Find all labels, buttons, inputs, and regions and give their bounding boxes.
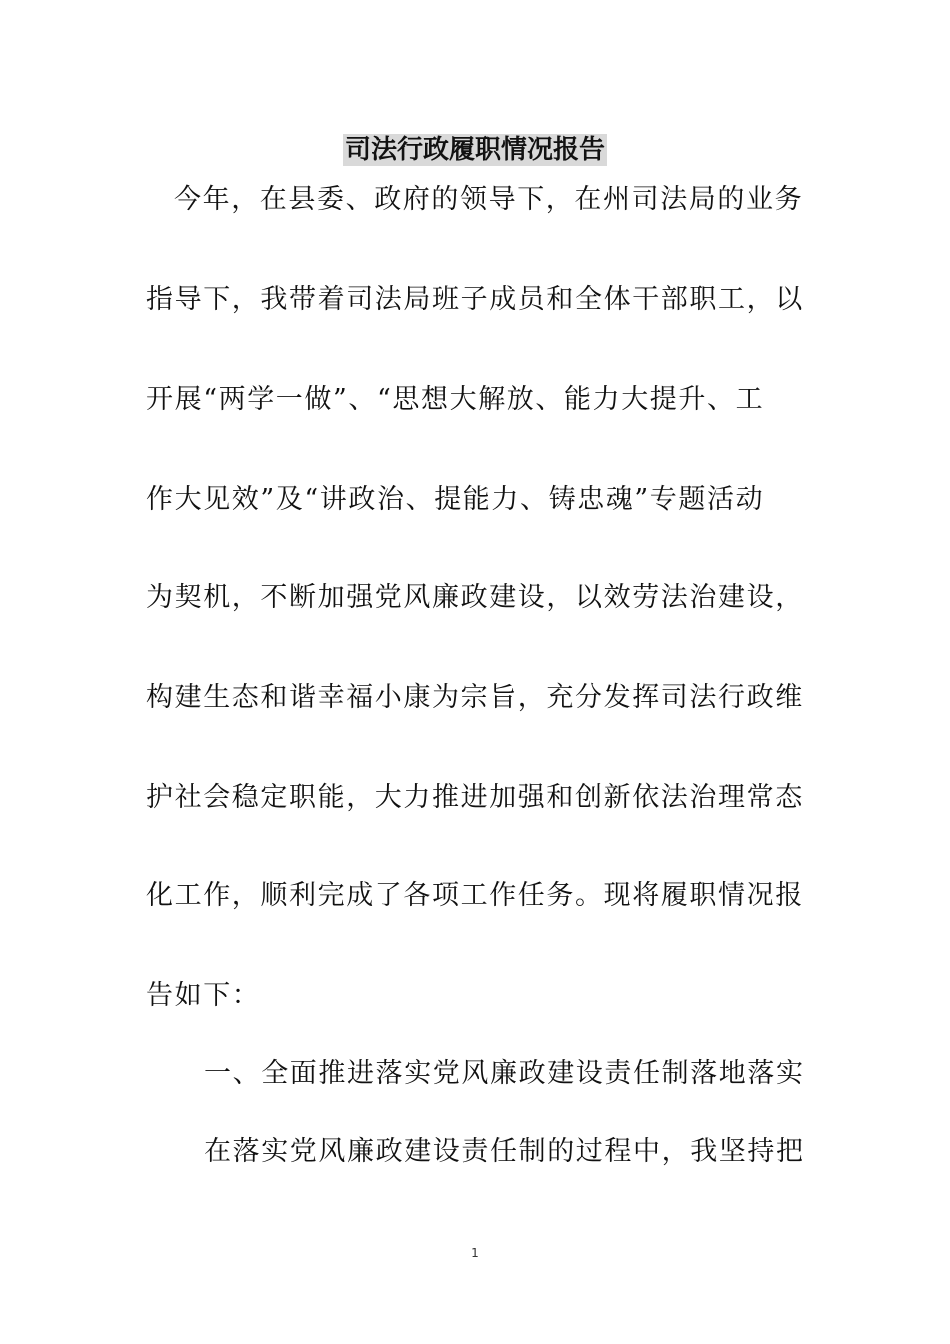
section-heading-1: 一、全面推进落实党风廉政建设责任制落地落实 [204,1058,805,1089]
paragraph-line-6: 构建生态和谐幸福小康为宗旨，充分发挥司法行政维 [146,682,804,713]
paragraph-line-5: 为契机，不断加强党风廉政建设，以效劳法治建设， [146,582,804,613]
paragraph-line-2: 指导下，我带着司法局班子成员和全体干部职工，以 [146,284,804,315]
paragraph-line-9: 告如下： [146,980,261,1011]
document-title: 司法行政履职情况报告 [344,135,605,165]
paragraph-line-4: 作大见效”及“讲政治、提能力、铸忠魂”专题活动 [146,484,765,515]
title-container [0,134,950,166]
paragraph-line-8: 化工作，顺利完成了各项工作任务。现将履职情况报 [146,880,804,911]
page-number: 1 [471,1246,479,1260]
paragraph-line-3: 开展“两学一做”、“思想大解放、能力大提升、工 [146,384,765,415]
paragraph-line-10: 在落实党风廉政建设责任制的过程中，我坚持把 [204,1136,805,1167]
paragraph-line-1: 今年，在县委、政府的领导下，在州司法局的业务 [174,184,804,215]
paragraph-line-7: 护社会稳定职能，大力推进加强和创新依法治理常态 [146,782,804,813]
